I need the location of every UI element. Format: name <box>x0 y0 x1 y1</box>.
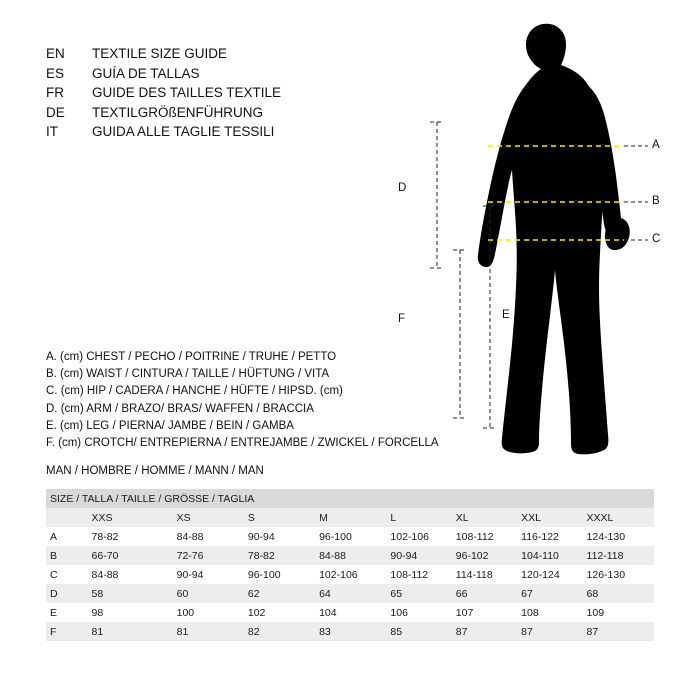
figure-label-f: F <box>398 313 406 325</box>
cell: 100 <box>173 603 244 622</box>
figure-label-a: A <box>652 139 660 151</box>
cell: 96-100 <box>244 565 315 584</box>
cell: 90-94 <box>386 546 451 565</box>
cell: 102 <box>244 603 315 622</box>
header-cell-xxxl: XXXL <box>583 508 654 527</box>
header-cell-xxs: XXS <box>88 508 173 527</box>
man-silhouette-icon <box>478 24 630 455</box>
cell: 116-122 <box>517 527 582 546</box>
cell: 65 <box>386 584 451 603</box>
row-label: C <box>46 565 88 584</box>
size-table-wrapper <box>46 489 654 641</box>
cell: 120-124 <box>517 565 582 584</box>
table-row <box>46 603 654 622</box>
legend-item-a: A. (cm) CHEST / PECHO / POITRINE / TRUHE / PETTO <box>46 351 337 363</box>
cell: 72-76 <box>173 546 244 565</box>
cell: 83 <box>315 622 386 641</box>
cell: 96-102 <box>452 546 517 565</box>
language-code: IT <box>46 124 58 139</box>
cell: 108 <box>517 603 582 622</box>
cell: 108-112 <box>386 565 451 584</box>
language-row <box>46 103 281 123</box>
row-label: E <box>46 603 88 622</box>
language-title-block <box>46 44 281 142</box>
table-row <box>46 584 654 603</box>
cell: 58 <box>88 584 173 603</box>
cell: 84-88 <box>88 565 173 584</box>
cell: 64 <box>315 584 386 603</box>
cell: 84-88 <box>173 527 244 546</box>
row-label: B <box>46 546 88 565</box>
cell: 124-130 <box>583 527 654 546</box>
cell: 114-118 <box>452 565 517 584</box>
language-code: DE <box>46 104 65 120</box>
cell: 126-130 <box>583 565 654 584</box>
row-label: F <box>46 622 88 641</box>
cell: 102-106 <box>386 527 451 546</box>
figure-label-d: D <box>398 182 407 194</box>
measurement-legend <box>46 349 439 452</box>
header-cell-l: L <box>386 508 451 527</box>
cell: 87 <box>517 622 582 641</box>
cell: 109 <box>583 603 654 622</box>
cell: 60 <box>173 584 244 603</box>
legend-item-c: C. (cm) HIP / CADERA / HANCHE / HÜFTE / HIPSD. (cm) <box>46 385 343 398</box>
table-header-row <box>46 508 654 527</box>
row-label: A <box>46 527 88 546</box>
cell: 96-100 <box>315 527 386 546</box>
language-code: ES <box>46 65 65 81</box>
cell: 112-118 <box>583 546 654 565</box>
cell: 87 <box>452 622 517 641</box>
language-title: GUIDA ALLE TAGLIE TESSILI <box>92 124 275 139</box>
table-row <box>46 546 654 565</box>
cell: 102-106 <box>315 565 386 584</box>
language-title: TEXTILGRÖßENFÜHRUNG <box>92 104 264 120</box>
language-code: FR <box>46 85 64 100</box>
cell: 104 <box>315 603 386 622</box>
table-caption-row <box>46 489 654 508</box>
crotch-dimension-line <box>453 250 467 418</box>
legend-item-d: D. (cm) ARM / BRAZO/ BRAS/ WAFFEN / BRACCIA <box>46 402 314 415</box>
cell: 66-70 <box>88 546 173 565</box>
cell: 81 <box>88 622 173 641</box>
language-title: GUÍA DE TALLAS <box>92 65 200 81</box>
header-cell-xxl: XXL <box>517 508 582 527</box>
cell: 66 <box>452 584 517 603</box>
table-row <box>46 527 654 546</box>
language-row <box>46 44 281 64</box>
cell: 78-82 <box>244 546 315 565</box>
cell: 87 <box>583 622 654 641</box>
figure-label-c: C <box>652 233 661 245</box>
table-row <box>46 622 654 641</box>
table-caption: SIZE / TALLA / TAILLE / GRÖSSE / TAGLIA <box>46 489 654 508</box>
size-table <box>46 489 654 641</box>
cell: 104-110 <box>517 546 582 565</box>
legend-item-e: E. (cm) LEG / PIERNA/ JAMBE / BEIN / GAMBA <box>46 419 294 432</box>
cell: 90-94 <box>244 527 315 546</box>
cell: 85 <box>386 622 451 641</box>
header-cell-xs: XS <box>173 508 244 527</box>
gender-label: MAN / HOMBRE / HOMME / MANN / MAN <box>46 465 264 477</box>
cell: 107 <box>452 603 517 622</box>
header-cell-xl: XL <box>452 508 517 527</box>
row-label: D <box>46 584 88 603</box>
header-cell-s: S <box>244 508 315 527</box>
language-title: TEXTILE SIZE GUIDE <box>92 46 228 61</box>
cell: 81 <box>173 622 244 641</box>
cell: 62 <box>244 584 315 603</box>
cell: 82 <box>244 622 315 641</box>
header-cell-m: M <box>315 508 386 527</box>
language-row <box>46 64 281 84</box>
cell: 108-112 <box>452 527 517 546</box>
cell: 90-94 <box>173 565 244 584</box>
arm-dimension-line <box>430 122 444 268</box>
cell: 106 <box>386 603 451 622</box>
cell: 67 <box>517 584 582 603</box>
cell: 98 <box>88 603 173 622</box>
figure-label-b: B <box>652 195 660 207</box>
cell: 78-82 <box>88 527 173 546</box>
figure-label-e: E <box>502 309 510 321</box>
legend-item-f: F. (cm) CROTCH/ ENTREPIERNA / ENTREJAMBE / ZWICKEL / FORCELLA <box>46 437 439 450</box>
language-row <box>46 122 281 142</box>
language-row <box>46 83 281 103</box>
language-title: GUIDE DES TAILLES TEXTILE <box>92 85 282 100</box>
legend-item-b: B. (cm) WAIST / CINTURA / TAILLE / HÜFTUNG / VITA <box>46 368 330 381</box>
cell: 84-88 <box>315 546 386 565</box>
table-row <box>46 565 654 584</box>
header-cell-blank <box>46 508 88 527</box>
cell: 68 <box>583 584 654 603</box>
language-code: EN <box>46 46 65 61</box>
